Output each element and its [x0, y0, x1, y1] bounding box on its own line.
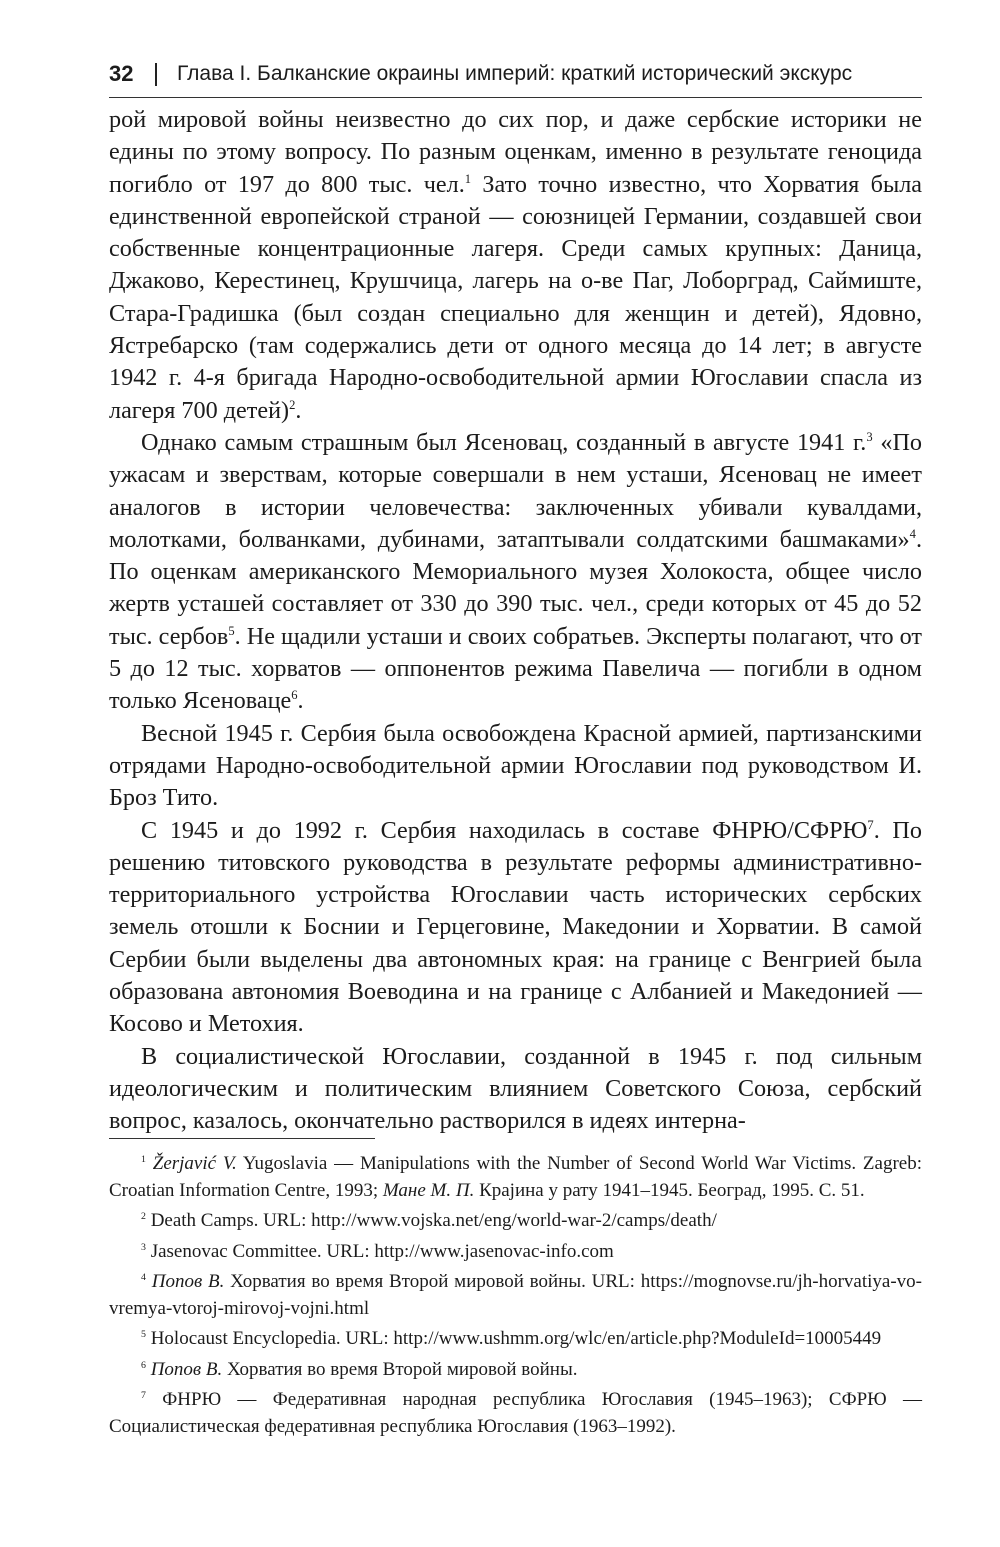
page-number: 32	[109, 61, 134, 86]
footnote-ref[interactable]: 1	[464, 171, 472, 186]
footnote: $^2$ Death Camps. URL: http://www.vojska.net/eng/world-war-2/camps/death/	[141, 1210, 717, 1231]
footnote: $^7$ ФНРЮ — Федеративная народная республика Югославия (1945–1963); СФРЮ — Социалистическая федеративная республика Югославия (1963–1992).	[109, 1389, 922, 1437]
footnote-rule	[109, 1138, 375, 1139]
header-rule	[109, 97, 922, 98]
chapter-title: Глава I. Балканские окраины империй: краткий исторический экскурс	[176, 62, 853, 85]
footnote-ref[interactable]: 5	[228, 623, 235, 638]
footnote-ref[interactable]: 4	[909, 526, 916, 541]
footnote-ref[interactable]: 6	[291, 688, 298, 703]
footnote: $^5$ Holocaust Encyclopedia. URL: http://www.ushmm.org/wlc/en/article.php?ModuleId=10005449	[141, 1328, 882, 1349]
footnote: $^6$ Попов В. Хорватия во время Второй мировой войны.	[141, 1358, 578, 1380]
paragraph: С 1945 и до 1992 г. Сербия находилась в составе ФНРЮ/СФРЮ$^7$. По решению титовского руководства в результате реформы административно-территориального устройства Югославии часть исторических сербских земель отошли к Боснии и Герцеговине, Македонии и Хорватии. В самой Сербии были выделены два автономных края: на границе с Венгрией была образована автономия Воеводина и на границе с Албанией и Македонией — Косово и Метохия.	[109, 816, 922, 1038]
footnote: $^4$ Попов В. Хорватия во время Второй мировой войны. URL: https://mognovse.ru/jh-horvatiya-vo-vremya-vtoroj-mirovoj-vojni.html	[109, 1271, 923, 1319]
paragraph: Однако самым страшным был Ясеновац, созданный в августе 1941 г.$^3$ «По ужасам и зверствам, которые совершали в нем усташи, Ясеновац не имеет аналогов в истории человечества: заключенных убивали кувалдами, молотками, болванками, дубинами, затаптывали солдатскими башмаками»$^4$. По оценкам американского Мемориального музея Холокоста, общее число жертв усташей составляет от 330 до 390 тыс. чел., среди которых от 45 до 52 тыс. сербов$^5$. Не щадили усташи и своих собратьев. Эксперты полагают, что от 5 до 12 тыс. хорватов — оппонентов режима Павелича — погибли в одном только Ясеноваце$^6$.	[109, 428, 923, 715]
body-text	[109, 104, 922, 1138]
footnote: $^3$ Jasenovac Committee. URL: http://www.jasenovac-info.com	[141, 1240, 614, 1262]
footnote-ref[interactable]: 3	[866, 429, 873, 444]
footnote-ref[interactable]: 2	[289, 397, 296, 412]
footnote-ref[interactable]: 7	[867, 817, 874, 832]
footnotes	[109, 1151, 922, 1444]
header-separator	[155, 63, 157, 86]
footnote: $^1$ Žerjavić V. Yugoslavia — Manipulations with the Number of Second World War Victims. Zagreb: Croatian Information Centre, 1993; Мане М. П. Крајина у рату 1941–1945. Београд, 1995. С. 51.	[109, 1153, 922, 1201]
paragraph: Весной 1945 г. Сербия была освобождена Красной армией, партизанскими отрядами Народно-освободительной армии Югославии под руководством И. Броз Тито.	[109, 719, 922, 812]
running-header	[109, 52, 922, 96]
paragraph: рой мировой войны неизвестно до сих пор, и даже сербские историки не едины по этому вопросу. По разным оценкам, именно в результате геноцида погибло от 197 до 800 тыс. чел.$^1$ Зато точно известно, что Хорватия была единственной европейской страной — союзницей Германии, создавшей свои собственные концентрационные лагеря. Среди самых крупных: Даница, Джаково, Керестинец, Крушчица, лагерь на о-ве Паг, Лоборград, Саймиште, Стара-Градишка (был создан специально для женщин и детей), Ядовно, Ястребарско (там содержались дети от одного месяца до 14 лет; в августе 1942 г. 4-я бригада Народно-освободительной армии Югославии спасла из лагеря 700 детей)$^2$.	[109, 106, 923, 424]
paragraph: В социалистической Югославии, созданной в 1945 г. под сильным идеологическим и политическим влиянием Советского Союза, сербский вопрос, казалось, окончательно растворился в идеях интерна-	[109, 1042, 922, 1135]
